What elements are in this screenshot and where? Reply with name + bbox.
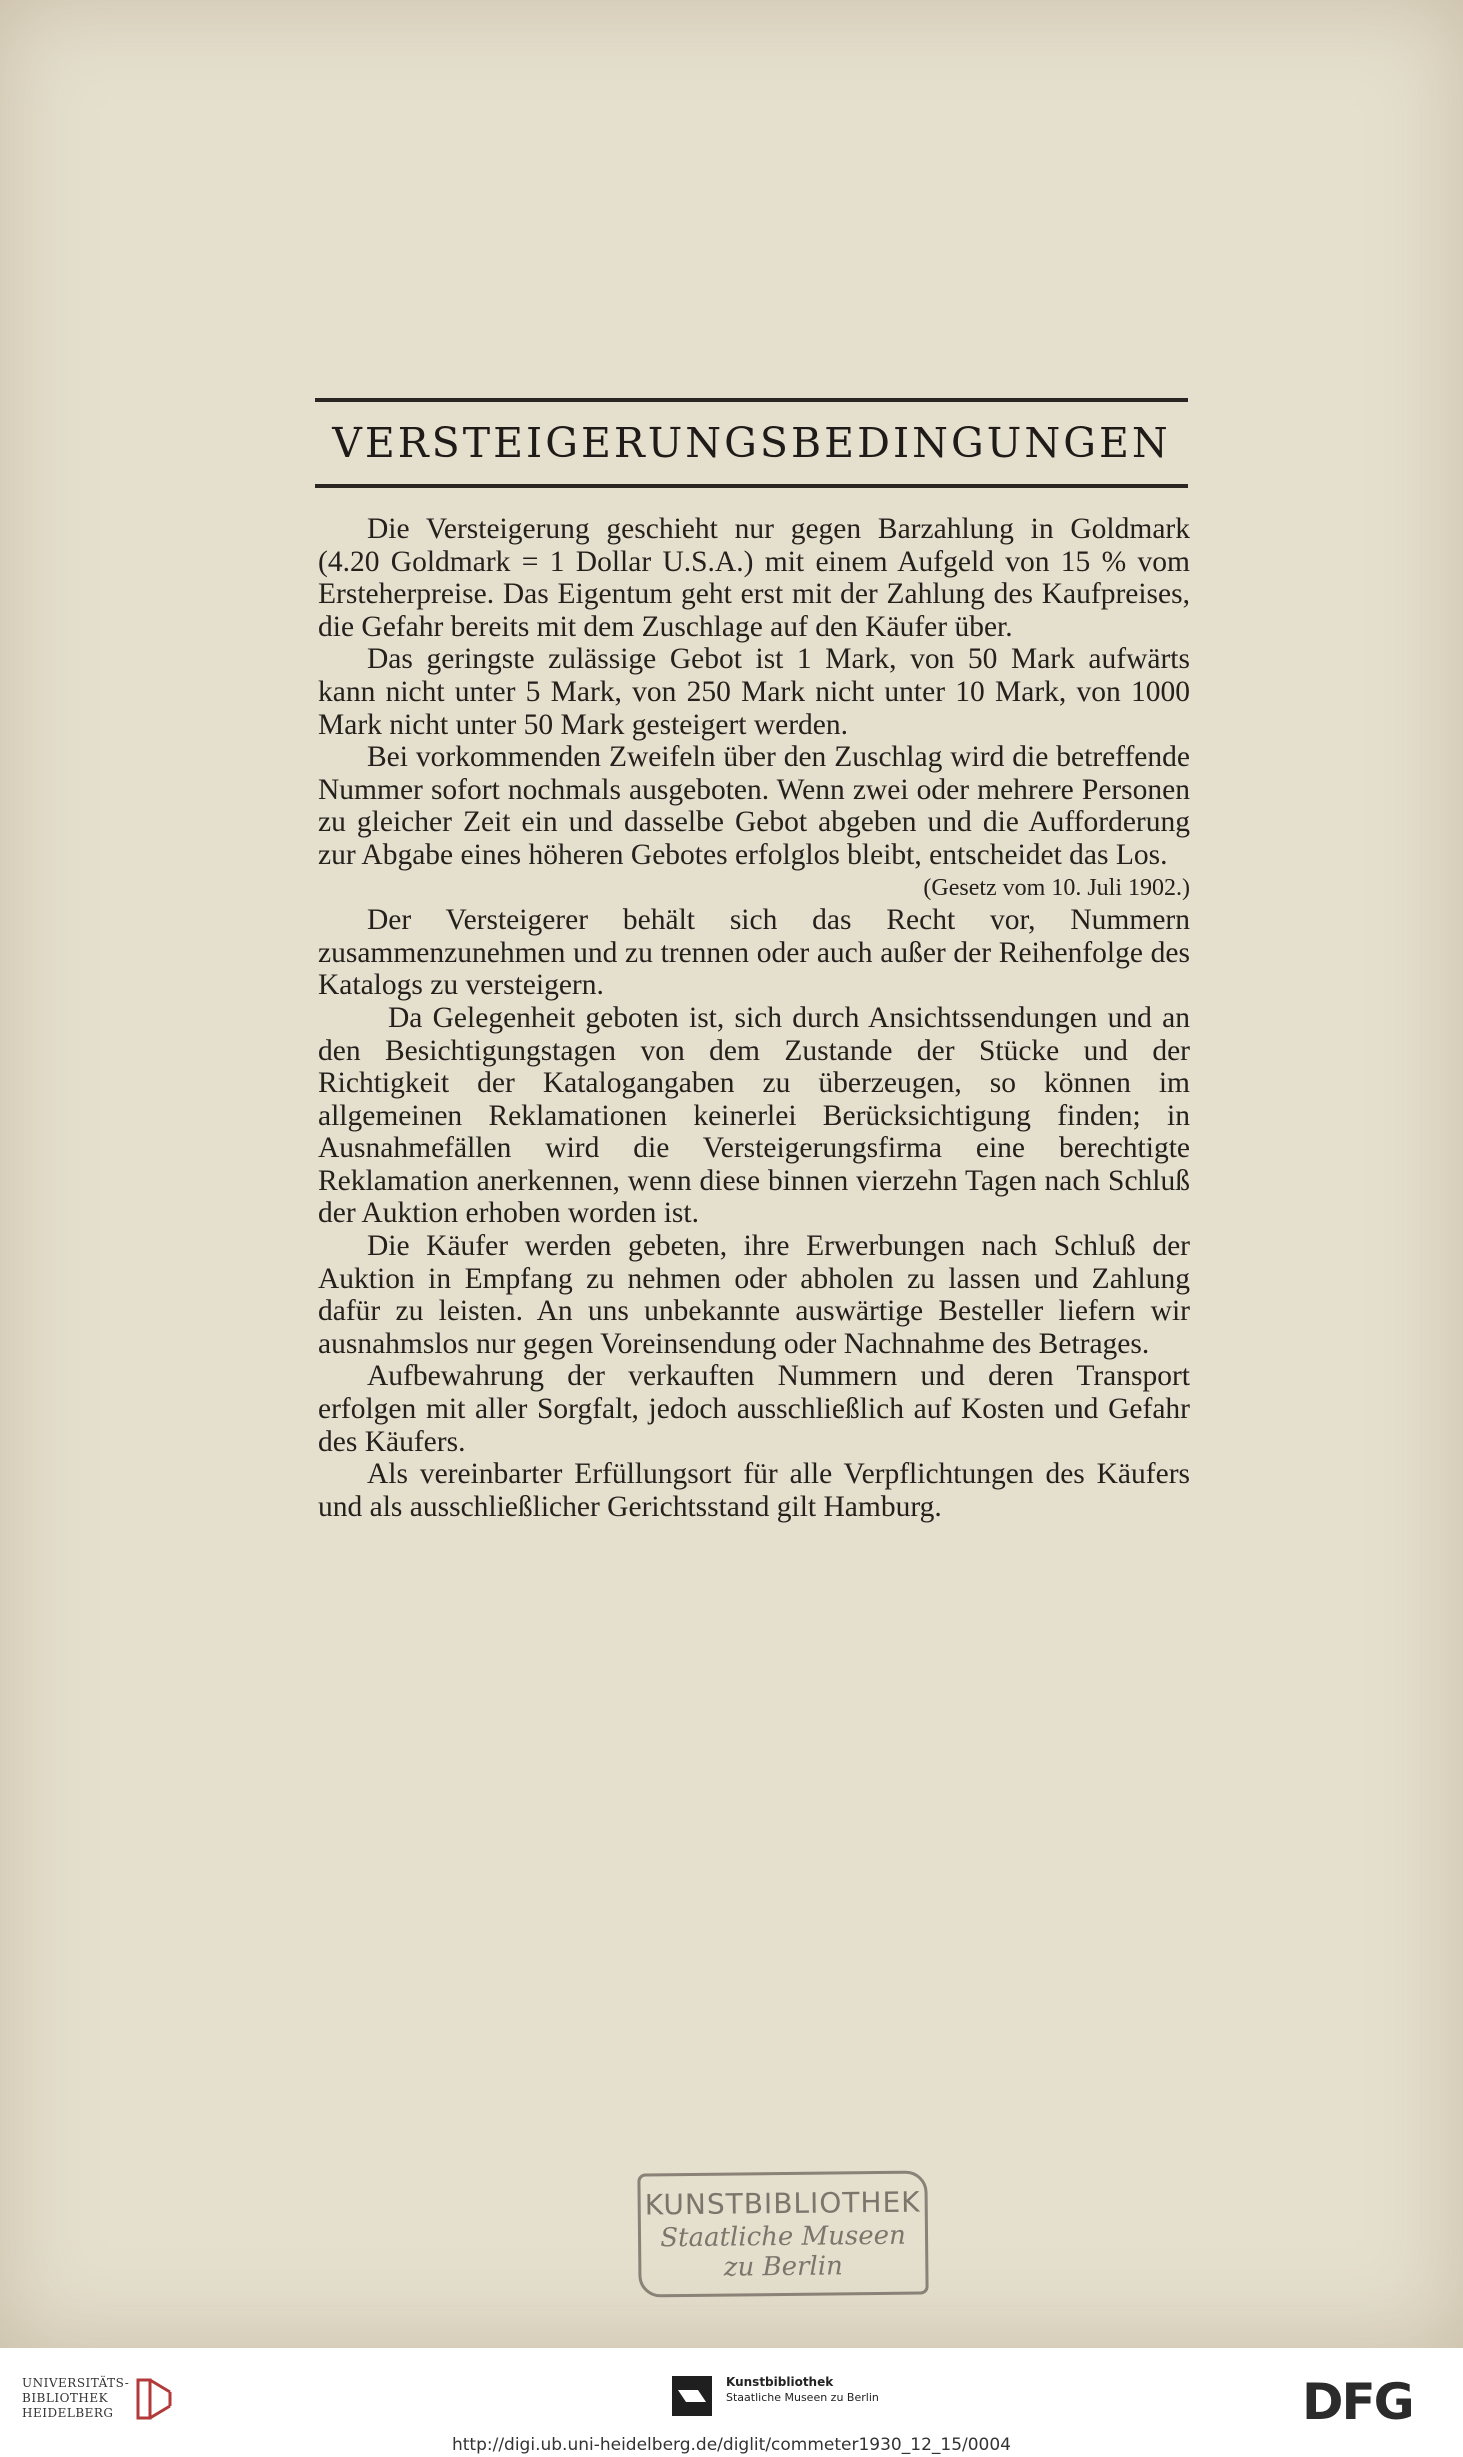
stamp-line-1: KUNSTBIBLIOTHEK [644,2185,921,2222]
stamp-line-2: Staatliche Museen [660,2220,906,2254]
university-line-3: HEIDELBERG [22,2406,114,2420]
stamp-line-3: zu Berlin [723,2251,843,2283]
viewer-footer [0,2348,1463,2457]
paragraph-citation: (Gesetz vom 10. Juli 1902.) [923,874,1190,901]
university-label [22,2376,129,2421]
paragraph-bids: Das geringste zulässige Gebot ist 1 Mark, von 50 Mark aufwärts kann nicht unter 5 Mark, von 250 Mark nicht unter 10 Mark, von 1000 Mark nicht unter 50 Mark gesteigert werden. [318,643,1190,741]
paragraph-collection: Die Käufer werden gebeten, ihre Erwerbungen nach Schluß der Auktion in Empfang zu nehmen oder abholen zu lassen und Zahlung dafür zu leisten. An uns unbekannte auswärtige Besteller liefern wir ausnahmslos nur gegen Voreinsendung oder Nachnahme des Betrages. [318,1230,1190,1360]
paragraph-jurisdiction: Als vereinbarter Erfüllungsort für alle Verpflichtungen des Käufers und als ausschließlicher Gerichtsstand gilt Hamburg. [318,1458,1190,1523]
paragraph-payment: Die Versteigerung geschieht nur gegen Barzahlung in Goldmark (4.20 Goldmark = 1 Dollar U.S.A.) mit einem Aufgeld von 15 % vom Ersteherpreise. Das Eigentum geht erst mit der Zahlung des Kaufpreises, die Gefahr bereits mit dem Zuschlage auf den Käufer über. [318,513,1190,643]
paragraph-rights: Der Versteigerer behält sich das Recht vor, Nummern zusammenzunehmen und zu trennen oder auch außer der Reihenfolge des Katalogs zu versteigern. [318,904,1190,1002]
document-title: VERSTEIGERUNGSBEDINGUNGEN [332,419,1171,467]
library-stamp [637,2170,928,2297]
paragraph-doubts: Bei vorkommenden Zweifeln über den Zuschlag wird die betreffende Nummer sofort nochmals ausgeboten. Wenn zwei oder mehrere Personen zu gleicher Zeit ein und dasselbe Gebot abgeben und die Aufforderung zur Abgabe eines höheren Gebotes erfolglos bleibt, entscheidet das Los. [318,741,1190,871]
university-line-1: UNIVERSITÄTS- [22,2376,130,2390]
university-logo-icon [132,2372,176,2426]
title-rule-top [315,398,1188,402]
conditions-text [318,513,1190,1523]
paragraph-storage: Aufbewahrung der verkauften Nummern und deren Transport erfolgen mit aller Sorgfalt, jedoch ausschließlich auf Kosten und Gefahr des Käufers. [318,1360,1190,1458]
kunstbibliothek-name: Kunstbibliothek [726,2375,834,2389]
kunstbibliothek-logo-icon [668,2372,716,2420]
dfg-logo: DFG [1302,2373,1413,2431]
kunstbibliothek-subtitle: Staatliche Museen zu Berlin [726,2391,879,2404]
title-rule-bottom [315,484,1188,488]
university-line-2: BIBLIOTHEK [22,2391,109,2405]
page-url[interactable]: http://digi.ub.uni-heidelberg.de/diglit/commeter1930_12_15/0004 [451,2435,1012,2455]
paragraph-claims: Da Gelegenheit geboten ist, sich durch Ansichtssendungen und an den Besichtigungstagen von dem Zustande der Stücke und der Richtigkeit der Katalogangaben zu überzeugen, so können im allgemeinen Reklamationen keinerlei Berücksichtigung finden; in Ausnahmefällen wird die Versteigerungsfirma eine berechtigte Reklamation anerkennen, wenn diese binnen vierzehn Tagen nach Schluß der Auktion erhoben worden ist. [318,1001,1190,1230]
kunstbibliothek-label [726,2374,879,2406]
